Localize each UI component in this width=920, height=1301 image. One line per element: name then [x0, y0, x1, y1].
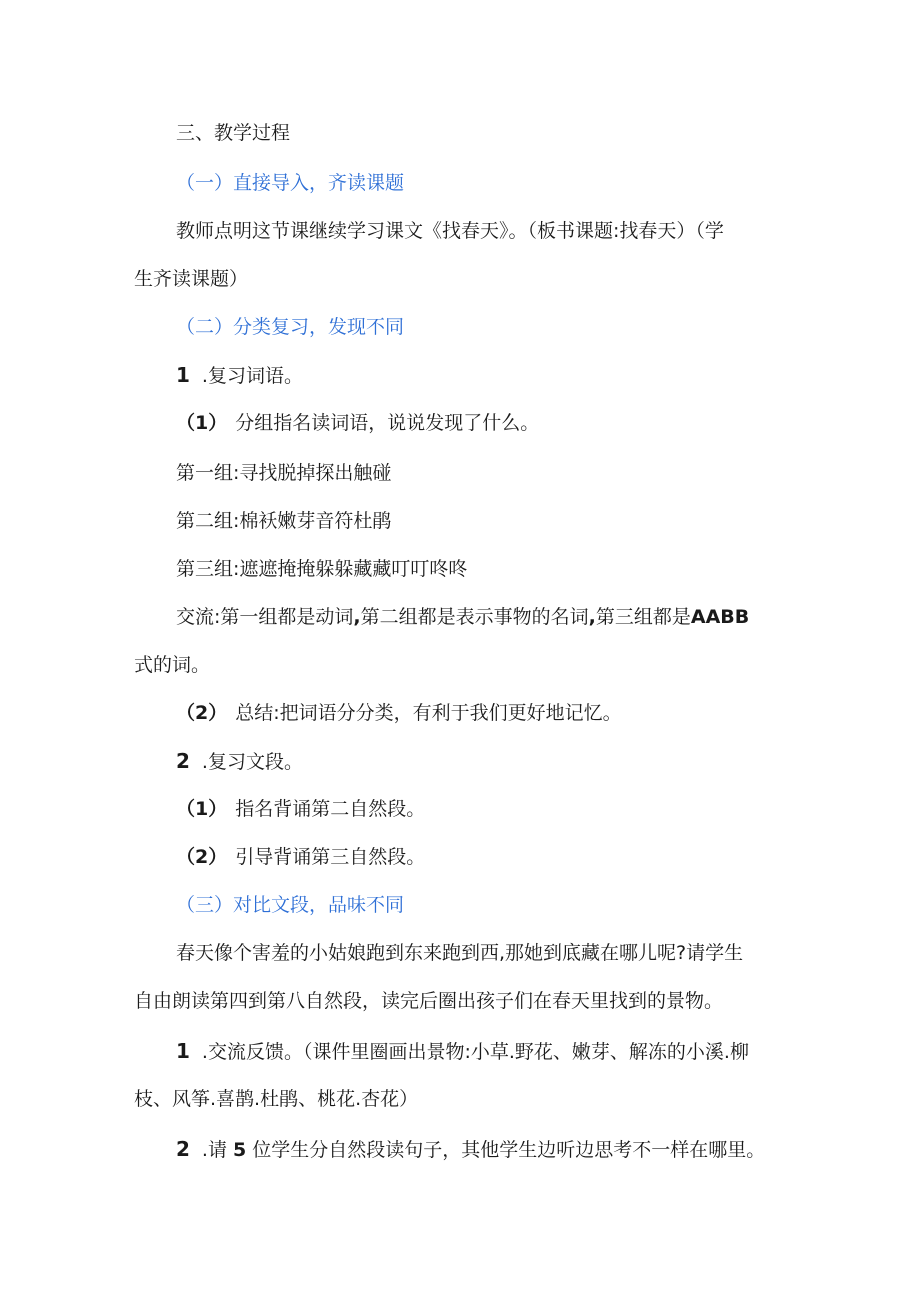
exchange-pattern: AABB [690, 606, 750, 628]
exchange-sep-2: , [588, 606, 596, 628]
sub-number: （2） [176, 846, 228, 868]
sub-number: （1） [176, 798, 228, 820]
exchange-text-c: 第三组都是 [595, 606, 691, 628]
part2-item1-sub1 [176, 408, 836, 438]
item-text-b: 位学生分自然段读句子，其他学生边听边思考不一样在哪里。 [252, 1139, 766, 1161]
item-text-a: .请 [201, 1139, 227, 1161]
part2-item1-sub2 [176, 698, 836, 728]
part3-item1-line2: 枝、风筝.喜鹊.杜鹃、桃花.杏花） [134, 1088, 419, 1110]
sub-text: 总结:把词语分分类，有利于我们更好地记忆。 [235, 702, 622, 724]
exchange-line2: 式的词。 [134, 654, 211, 676]
item-number: 1 [176, 1039, 190, 1063]
part2-item2 [176, 746, 836, 776]
part1-heading: （一）直接导入，齐读课题 [176, 172, 405, 194]
part3-para-line1: 春天像个害羞的小姑娘跑到东来跑到西,那她到底藏在哪儿呢?请学生 [176, 942, 744, 964]
word-group-1: 第一组:寻找脱掉探出触碰 [176, 462, 392, 484]
item-text: .交流反馈。（课件里圈画出景物:小草.野花、嫩芽、解冻的小溪.柳 [201, 1041, 749, 1063]
item-number: 2 [176, 749, 190, 773]
item-number: 2 [176, 1137, 190, 1161]
part1-line1: 教师点明这节课继续学习课文《找春天》。（板书课题:找春天）（学 [176, 220, 724, 242]
sub-number: （1） [176, 412, 228, 434]
sub-text: 引导背诵第三自然段。 [235, 846, 426, 868]
exchange-text-b: 第二组都是表示事物的名词 [360, 606, 589, 628]
part3-heading: （三）对比文段，品味不同 [176, 894, 405, 916]
exchange-sep-1: , [353, 606, 361, 628]
item-text: .复习词语。 [201, 365, 303, 387]
part2-item2-sub2 [176, 842, 836, 872]
exchange-text-a: 交流:第一组都是动词 [176, 606, 354, 628]
word-group-3: 第三组:遮遮掩掩躲躲藏藏叮叮咚咚 [176, 558, 468, 580]
sub-number: （2） [176, 702, 228, 724]
part2-item1 [176, 360, 836, 390]
item-number: 1 [176, 363, 190, 387]
section-heading: 三、教学过程 [176, 122, 291, 144]
part1-line2: 生齐读课题） [134, 268, 249, 290]
item-text: .复习文段。 [201, 751, 303, 773]
sub-text: 分组指名读词语，说说发现了什么。 [235, 412, 540, 434]
part3-item2 [176, 1134, 800, 1164]
part2-heading: （二）分类复习，发现不同 [176, 316, 405, 338]
exchange-line1 [176, 602, 792, 632]
sub-text: 指名背诵第二自然段。 [235, 798, 426, 820]
part3-item1-line1 [176, 1036, 794, 1066]
part2-item2-sub1 [176, 794, 836, 824]
word-group-2: 第二组:棉袄嫩芽音符杜鹃 [176, 510, 392, 532]
part3-para-line2: 自由朗读第四到第八自然段，读完后圈出孩子们在春天里找到的景物。 [134, 990, 724, 1012]
item-student-count: 5 [232, 1139, 247, 1161]
